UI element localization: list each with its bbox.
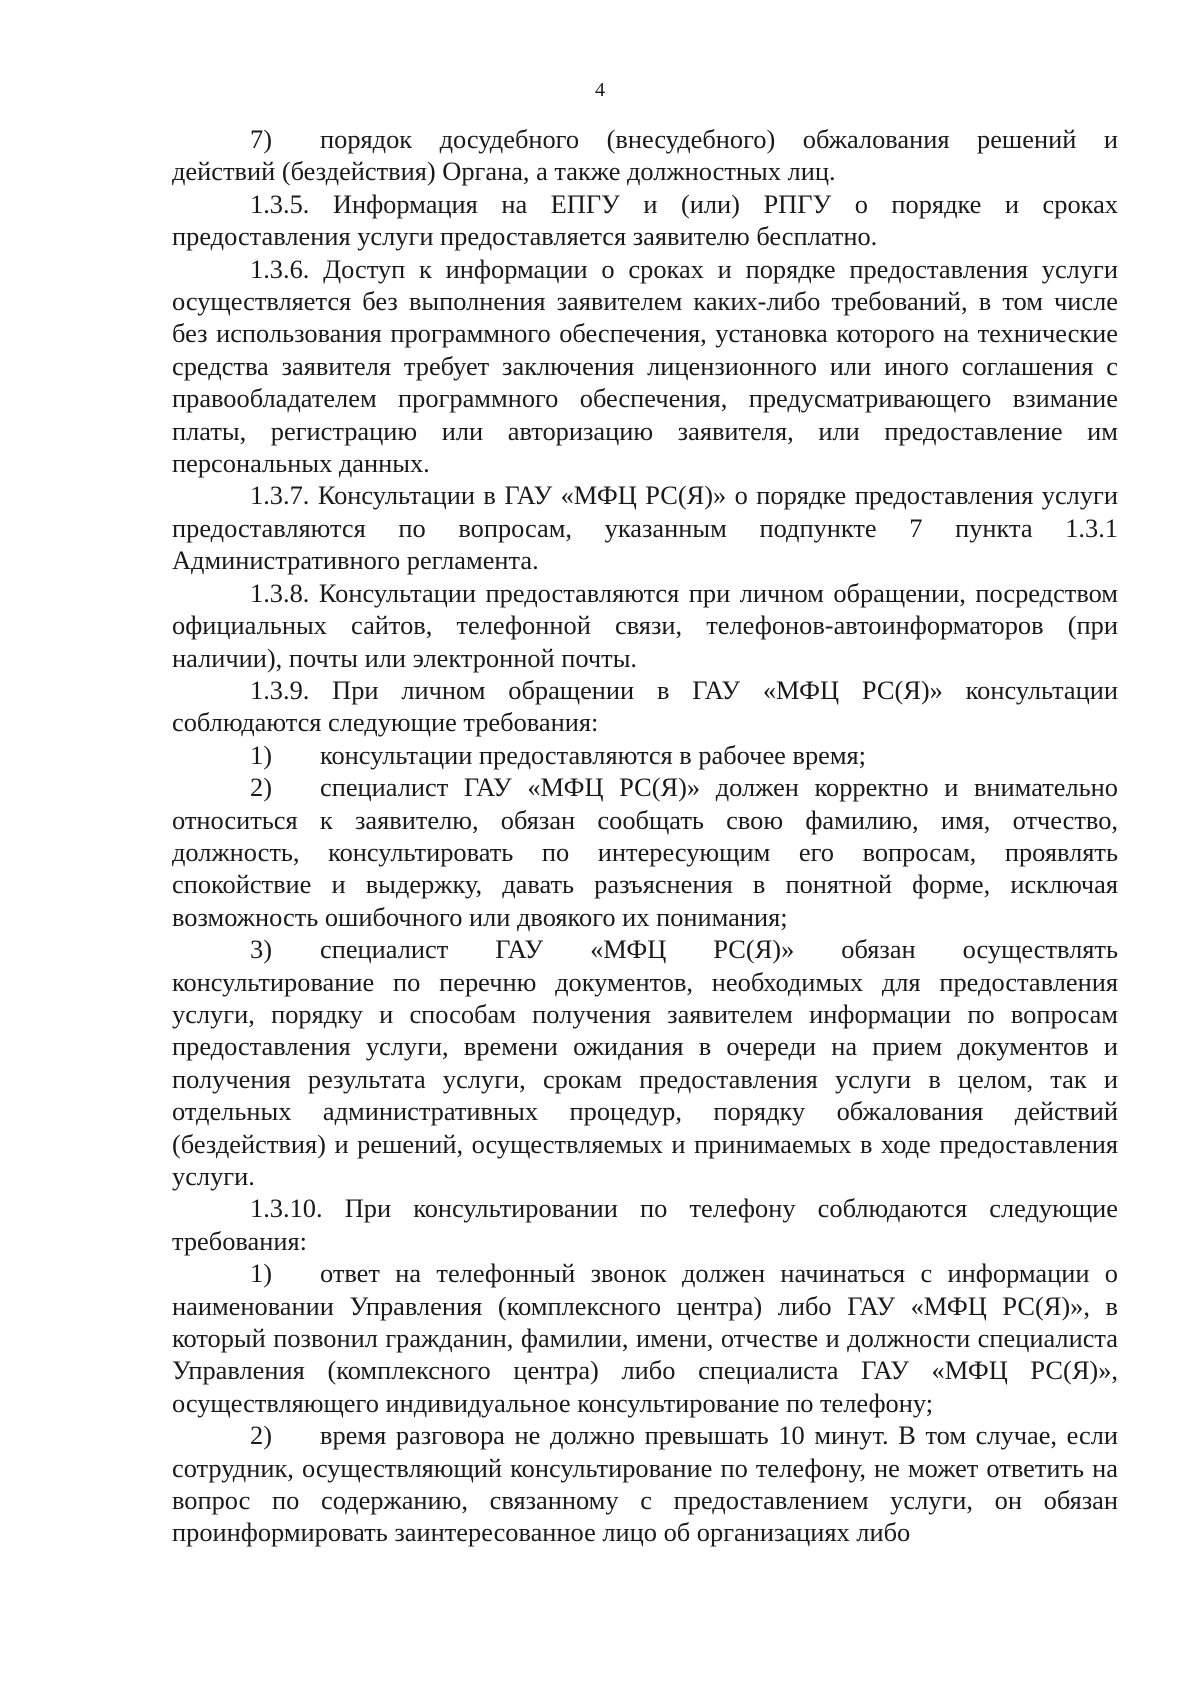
paragraph-1-3-10: 1.3.10. При консультировании по телефону соблюдаются следующие требования: xyxy=(172,1193,1118,1256)
page-number: 4 xyxy=(595,79,605,101)
list-item-7 xyxy=(172,123,1118,188)
list-item-3 xyxy=(172,933,1118,1192)
list-item-number: 1) xyxy=(250,1258,272,1289)
list-item-text: время разговора не должно превышать 10 минут. В том случае, если сотрудник, осуществляющий консультирование по телефону, не может ответить на вопрос по содержанию, связанному с предоставлением услуги, он обязан проинформировать заинтересованное лицо об организациях либо xyxy=(172,1420,1118,1548)
list-item-number: 2) xyxy=(250,1420,272,1451)
list-item-text: консультации предоставляются в рабочее время; xyxy=(320,739,867,770)
list-item-1 xyxy=(172,1257,1118,1419)
list-item-number: 2) xyxy=(250,772,272,803)
list-item-number: 3) xyxy=(250,934,272,965)
list-item-text: специалист ГАУ «МФЦ РС(Я)» должен корректно и внимательно относиться к заявителю, обязан сообщать свою фамилию, имя, отчество, должность, консультировать по интересующим его вопросам, проявлять спокойствие и выдержку, давать разъяснения в понятной форме, исключая возможность ошибочного или двоякого их понимания; xyxy=(172,772,1118,932)
paragraph-1-3-5: 1.3.5. Информация на ЕПГУ и (или) РПГУ о порядке и сроках предоставления услуги предоставляется заявителю бесплатно. xyxy=(172,188,1118,252)
list-item-2 xyxy=(172,771,1118,933)
list-item-text: порядок досудебного (внесудебного) обжалования решений и действий (бездействия) Органа, а также должностных лиц. xyxy=(172,124,1118,187)
list-item-1 xyxy=(172,739,1118,771)
list-item-text: специалист ГАУ «МФЦ РС(Я)» обязан осуществлять консультирование по перечню документов, необходимых для предоставления услуги, порядку и способам получения заявителем информации по вопросам предоставления услуги, времени ожидания в очереди на прием документов и получения результата услуги, срокам предоставления услуги в целом, так и отдельных административных процедур, порядку обжалования действий (бездействия) и решений, осуществляемых и принимаемых в ходе предоставления услуги. xyxy=(172,934,1118,1191)
paragraph-1-3-9: 1.3.9. При личном обращении в ГАУ «МФЦ РС(Я)» консультации соблюдаются следующие требования: xyxy=(172,674,1118,738)
list-item-text: ответ на телефонный звонок должен начинаться с информации о наименовании Управления (комплексного центра) либо ГАУ «МФЦ РС(Я)», в который позвонил гражданин, фамилии, имени, отчестве и должности специалиста Управления (комплексного центра) либо специалиста ГАУ «МФЦ РС(Я)», осуществляющего индивидуальное консультирование по телефону; xyxy=(172,1258,1118,1418)
list-item-number: 7) xyxy=(250,124,272,154)
paragraph-1-3-8: 1.3.8. Консультации предоставляются при личном обращении, посредством официальных сайтов, телефонной связи, телефонов-автоинформаторов (при наличии), почты или электронной почты. xyxy=(172,577,1118,673)
paragraph-1-3-6: 1.3.6. Доступ к информации о сроках и порядке предоставления услуги осуществляется без выполнения заявителем каких-либо требований, в том числе без использования программного обеспечения, установка которого на технические средства заявителя требует заключения лицензионного или иного соглашения с правообладателем программного обеспечения, предусматривающего взимание платы, регистрацию или авторизацию заявителя, или предоставление им персональных данных. xyxy=(172,253,1118,479)
list-item-2 xyxy=(172,1419,1118,1549)
document-body xyxy=(172,123,1118,1549)
list-item-number: 1) xyxy=(250,739,272,770)
paragraph-1-3-7: 1.3.7. Консультации в ГАУ «МФЦ РС(Я)» о порядке предоставления услуги предоставляются по вопросам, указанным подпункте 7 пункта 1.3.1 Административного регламента. xyxy=(172,480,1118,576)
